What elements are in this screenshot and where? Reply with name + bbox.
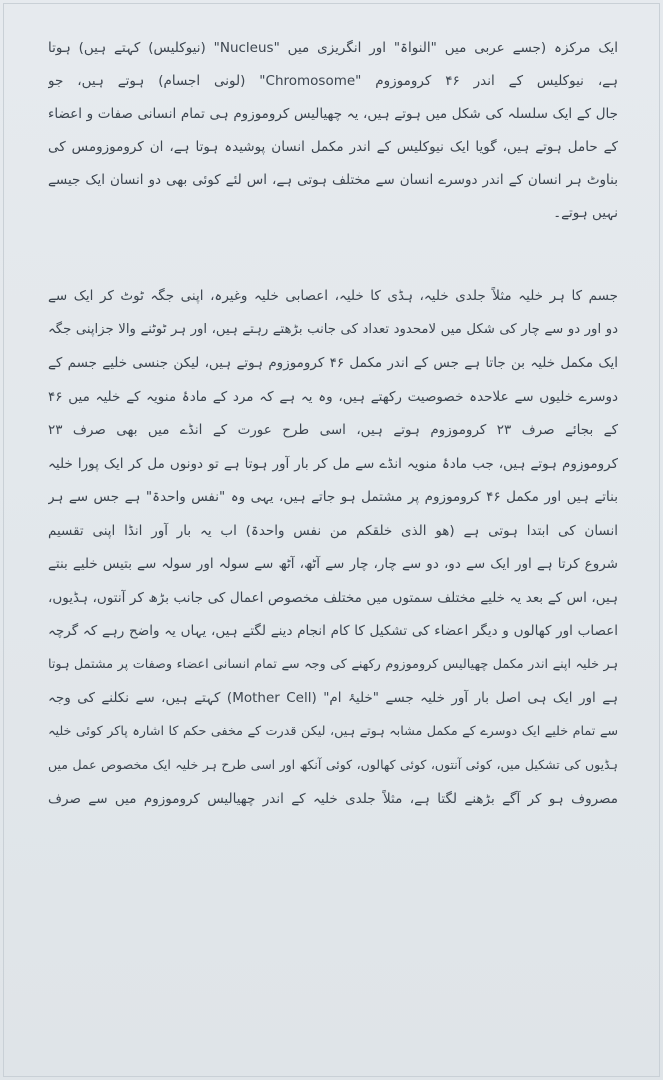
text-line: دوسرے خلیوں سے علاحدہ خصوصیت رکھتے ہیں، وہ یہ ہے کہ مرد کے مادۂ منویہ کے خلیہ میں ۴۶ [48, 388, 618, 405]
text-line: بناوٹ ہر انسان کے اندر دوسرے انسان سے مختلف ہوتی ہے، اس لئے کوئی بھی دو انسان ایک جیسے [48, 172, 618, 188]
paragraph-nucleus [48, 38, 618, 236]
text-line: مصروف ہو کر آگے بڑھنے لگتا ہے، مثلاً جلدی خلیہ کے اندر چھیالیس کروموزوم میں سے صرف [48, 790, 618, 807]
text-line: کے بجائے صرف ۲۳ کروموزوم ہوتے ہیں، اسی طرح عورت کے انڈے میں بھی صرف ۲۳ [48, 422, 618, 438]
text-line: جال کے ایک سلسلہ کی شکل میں ہوتے ہیں، یہ چھیالیس کروموزوم ہی تمام انسانی صفات و اعضاء [48, 106, 618, 122]
text-line: اعصاب اور کھالوں و دیگر اعضاء کی تشکیل کا کام انجام دینے لگتے ہیں، یہاں یہ واضح رہے کہ گرچہ [48, 623, 618, 639]
text-line: ہڈیوں کی تشکیل میں، کوئی آنتوں، کوئی کھالوں، کوئی آنکھ اور اسی طرح ہر خلیہ ایک مخصوص عمل میں [48, 757, 618, 772]
text-line: انسان کی ابتدا ہوتی ہے (ھو الذی خلقکم من نفس واحدۃ) اب یہ بار آور انڈا اپنی تقسیم [48, 522, 618, 539]
text-line: سے تمام خلیے ایک دوسرے کے مکمل مشابہ ہوتے ہیں، لیکن قدرت کے مخفی حکم کا اشارہ پاکر کوئی خلیہ [48, 723, 618, 739]
text-line: ہر خلیہ اپنے اندر مکمل چھیالیس کروموزوم رکھنے کی وجہ سے تمام انسانی اعضاء وصفات پر مشتمل ہوتا [48, 656, 618, 672]
text-line: ایک مکمل خلیہ بن جاتا ہے جس کے اندر مکمل ۴۶ کروموزوم ہوتے ہیں، لیکن جنسی خلیے جسم کے [48, 355, 618, 371]
text-line: دو اور دو سے چار کی شکل میں لامحدود تعداد کی جانب بڑھتے رہتے ہیں، اور ہر ٹوٹنے والا جزاپنی جگہ [48, 321, 618, 337]
text-line: کے حامل ہوتے ہیں، گویا ایک نیوکلیس کے اندر مکمل انسان پوشیدہ ہوتا ہے، ان کروموزومس کی [48, 139, 618, 155]
text-line: ایک مرکزہ (جسے عربی میں "النواۃ" اور انگریزی میں "Nucleus" (نیوکلیس) کہتے ہیں) ہوتا [48, 40, 618, 56]
text-line: ہے اور ایک ہی اصل بار آور خلیہ جسے "خلیۂ ام" (Mother Cell) کہتے ہیں، سے نکلنے کی وجہ [48, 690, 618, 706]
text-line: ہیں، اس کے بعد یہ خلیے مختلف سمتوں میں مختلف مخصوص اعمال کی جانب بڑھ کر آنتوں، ہڈیوں، [48, 589, 618, 606]
text-line: بناتے ہیں اور مکمل ۴۶ کروموزوم پر مشتمل ہو جاتے ہیں، یہی وہ "نفس واحدۃ" ہے جس سے ہر [48, 489, 618, 505]
text-line: شروع کرتا ہے اور ایک سے دو، دو سے چار، چار سے آٹھ، آٹھ سے سولہ اور سولہ سے بتیس خلیے بنتے [48, 556, 618, 572]
text-line: ہے، نیوکلیس کے اندر ۴۶ کروموزوم "Chromosome" (لونی اجسام) ہوتے ہیں، جو [48, 73, 618, 89]
text-line: جسم کا ہر خلیہ مثلاً جلدی خلیہ، ہڈی کا خلیہ، اعصابی خلیہ وغیرہ، اپنی جگہ ٹوٹ کر ایک سے [48, 288, 618, 304]
text-line: کروموزوم ہوتے ہیں، جب مادۂ منویہ انڈے سے مل کر بار آور ہوتا ہے تو دونوں مل کر ایک پورا خلیہ [48, 455, 618, 472]
paragraph-cells [48, 286, 618, 822]
text-line: نہیں ہوتے۔ [553, 205, 618, 221]
